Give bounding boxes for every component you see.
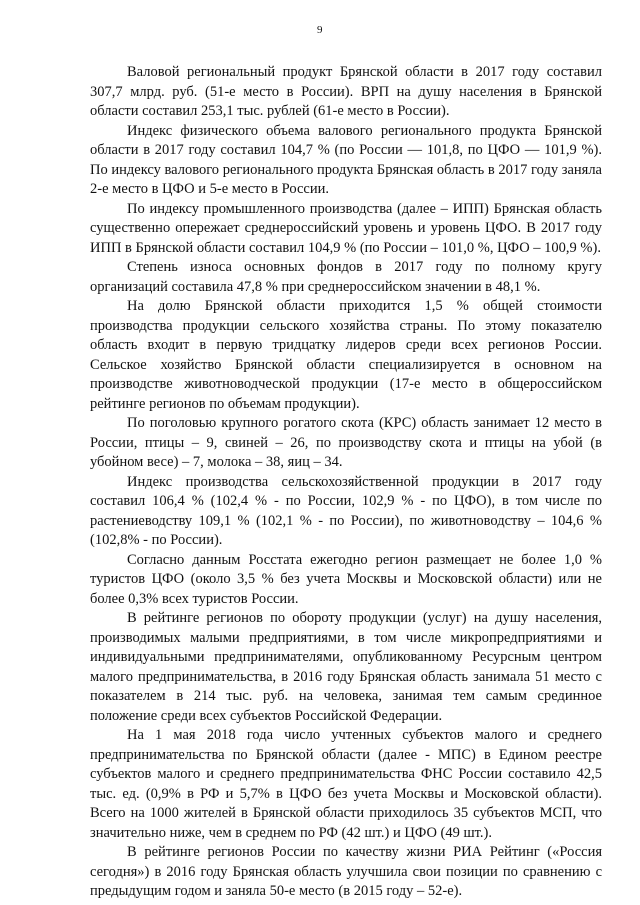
paragraph-small-business-rating: В рейтинге регионов по обороту продукции (услуг) на душу населения, производимых малыми предприятиями, в том числе микропредприятиями и индивидуальными предпринимателями, опубликованному Ресурсным центром малого предпринимательства, в 2016 году Брянская область занимала 51 место с показателем в 214 тыс. руб. на человека, занимая тем самым срединное положение среди всех субъектов Российской Федерации.	[90, 610, 602, 724]
document-body	[90, 63, 602, 902]
paragraph-agriculture-share: На долю Брянской области приходится 1,5 % общей стоимости производства продукции сельского хозяйства страны. По этому показателю область входит в первую тридцатку лидеров среди всех регионов России. Сельское хозяйство Брянской области специализируется в основном на производстве животноводческой продукции (17-е место в общероссийском рейтинге регионов по объемам продукции).	[90, 298, 602, 412]
paragraph-tourism: Согласно данным Росстата ежегодно регион размещает не более 1,0 % туристов ЦФО (около 3,5 % без учета Москвы и Московской области) или не более 0,3% всех туристов России.	[90, 551, 602, 607]
paragraph-livestock: По поголовью крупного рогатого скота (КРС) область занимает 12 место в России, птицы – 9, свиней – 26, по производству скота и птицы на убой (в убойном весе) – 7, молока – 38, яиц – 34.	[90, 415, 602, 470]
page-number: 9	[317, 24, 323, 36]
paragraph-quality-of-life: В рейтинге регионов России по качеству жизни РИА Рейтинг («Россия сегодня») в 2016 году Брянская область улучшила свои позиции по сравнению с предыдущим годом и заняла 50-е место (в 2015 году – 52-е).	[90, 844, 602, 899]
paragraph-industrial-index: По индексу промышленного производства (далее – ИПП) Брянская область существенно опережает среднероссийский уровень и уровень ЦФО. В 2017 году ИПП в Брянской области составил 104,9 % (по России – 101,0 %, ЦФО – 100,9 %).	[90, 200, 602, 256]
paragraph-grp-index: Индекс физического объема валового регионального продукта Брянской области в 2017 году составил 104,7 % (по России — 101,8, по ЦФО — 101,9 %). По индексу валового регионального продукта Брянская область в 2017 году заняла 2-е место в ЦФО и 5-е место в России.	[90, 122, 602, 197]
paragraph-grp: Валовой региональный продукт Брянской области в 2017 году составил 307,7 млрд. руб. (51-е место в России). ВРП на душу населения в Брянской области составил 253,1 тыс. рублей (61-е место в России).	[90, 64, 602, 119]
paragraph-fixed-assets: Степень износа основных фондов в 2017 году по полному кругу организаций составила 47,8 % при среднероссийском значении в 48,1 %.	[90, 259, 602, 295]
paragraph-agri-index: Индекс производства сельскохозяйственной продукции в 2017 году составил 106,4 % (102,4 % - по России, 102,9 % - по ЦФО), в том числе по растениеводству 109,1 % (102,1 % - по России), по животноводству – 104,6 % (102,8% - по России).	[90, 473, 602, 548]
paragraph-sme-count: На 1 мая 2018 года число учтенных субъектов малого и среднего предпринимательства по Брянской области (далее - МПС) в Едином реестре субъектов малого и среднего предпринимательства ФНС России составило 42,5 тыс. ед. (0,9% в РФ и 5,7% в ЦФО без учета Москвы и Московской области). Всего на 1000 жителей в Брянской области приходилось 35 субъектов МСП, что значительно ниже, чем в среднем по РФ (42 шт.) и ЦФО (49 шт.).	[90, 727, 602, 841]
